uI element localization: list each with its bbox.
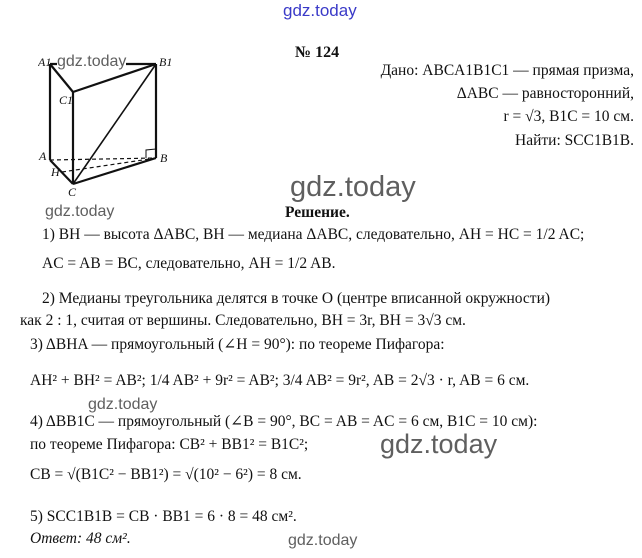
label-b1: B1 (159, 55, 173, 69)
solution-line-8: по теореме Пифагора: CB² + BB1² = B1C²; (30, 436, 309, 453)
given-line2: ΔABC — равносторонний, (456, 85, 634, 102)
label-c1: C1 (59, 93, 74, 107)
given-line3: r = √3, B1C = 10 см. (503, 108, 634, 125)
label-a: A (39, 149, 47, 163)
find-line: Найти: SCC1B1B. (515, 132, 634, 149)
label-h: H (51, 165, 60, 179)
label-a1: A1 (38, 55, 52, 69)
watermark-figure: gdz.today (57, 53, 127, 70)
solution-line-9: CB = √(B1C² − BB1²) = √(10² − 6²) = 8 см. (30, 466, 302, 483)
solution-line-6: AH² + BH² = AB²; 1/4 AB² + 9r² = AB²; 3/4 AB² = 9r², AB = 2√3 · r, AB = 6 см. (30, 372, 530, 389)
watermark-center: gdz.today (290, 171, 416, 203)
watermark-top: gdz.today (283, 1, 357, 20)
solution-line-7: 4) ΔBB1C — прямоугольный (∠B = 90°, BC = AB = AC = 6 см, B1C = 10 см): (30, 413, 538, 430)
label-b: B (160, 151, 168, 165)
solution-line-5: 3) ΔBHA — прямоугольный (∠H = 90°): по теореме Пифагора: (30, 336, 445, 353)
solution-line-4: как 2 : 1, считая от вершины. Следовательно, BH = 3r, BH = 3√3 см. (20, 312, 466, 329)
watermark-lower: gdz.today (88, 396, 158, 413)
watermark-bottom: gdz.today (288, 532, 358, 549)
solution-line-1: 1) BH — высота ΔABC, BH — медиана ΔABC, следовательно, AH = HC = 1/2 AC; (42, 226, 585, 243)
label-c: C (68, 185, 77, 197)
diagonal-cb1 (73, 64, 156, 184)
solution-line-2: AC = AB = BC, следовательно, AH = 1/2 AB. (42, 255, 336, 272)
solution-line-3: 2) Медианы треугольника делятся в точке O (центре вписанной окружности) (42, 290, 551, 307)
prism-figure (38, 52, 178, 197)
answer-line: Ответ: 48 см². (30, 530, 131, 547)
given-line1: Дано: ABCA1B1C1 — прямая призма, (380, 62, 634, 79)
hidden-edge-ab (50, 158, 156, 160)
hidden-height-bh (62, 158, 156, 172)
solution-line-10: 5) SCC1B1B = CB · BB1 = 6 · 8 = 48 см². (30, 508, 297, 525)
edge-cb (73, 158, 156, 184)
watermark-right: gdz.today (380, 429, 498, 459)
right-angle-mark (146, 149, 156, 158)
watermark-left: gdz.today (45, 203, 115, 220)
problem-number: № 124 (295, 44, 340, 61)
solution-heading: Решение. (285, 204, 350, 221)
